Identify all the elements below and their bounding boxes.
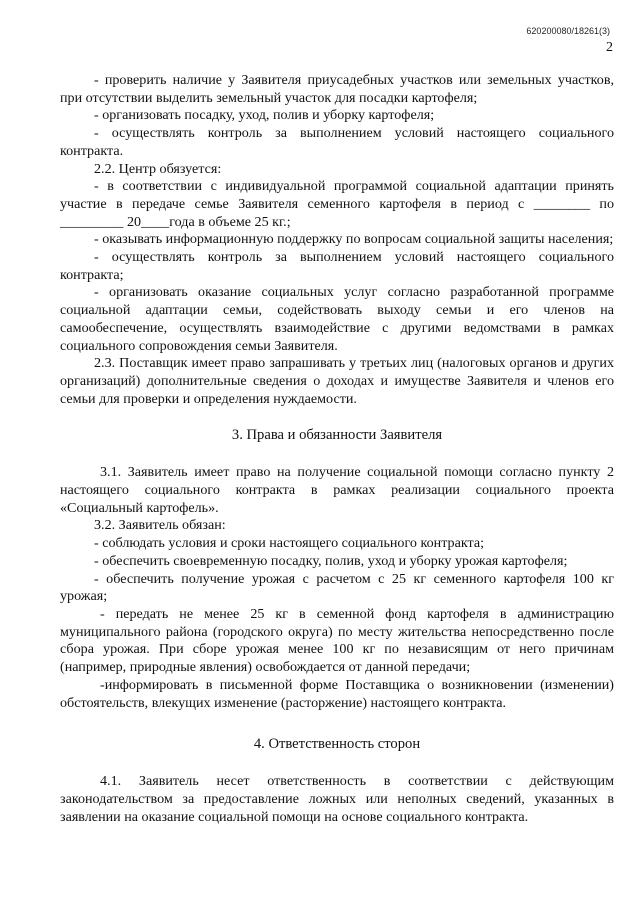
- paragraph: - проверить наличие у Заявителя приусадебных участков или земельных участков, при отсутствии выделить земельный участок для посадки картофеля;: [60, 72, 614, 106]
- paragraph: - организовать оказание социальных услуг согласно разработанной программе социальной адаптации семьи, содействовать выходу семьи и его членов на самообеспечение, осуществлять взаимодействие с другими ведомствами в рамках социального сопровождения семьи Заявителя.: [60, 284, 614, 354]
- paragraph: 3.1. Заявитель имеет право на получение социальной помощи согласно пункту 2 настоящего социального контракта в рамках реализации социального проекта «Социальный картофель».: [60, 464, 614, 516]
- paragraph: - оказывать информационную поддержку по вопросам социальной защиты населения;: [94, 231, 614, 248]
- document-body: [60, 72, 614, 826]
- clause-heading: 3.2. Заявитель обязан:: [94, 517, 226, 534]
- section-title: 4. Ответственность сторон: [253, 736, 421, 753]
- paragraph: - организовать посадку, уход, полив и уборку картофеля;: [94, 107, 435, 124]
- document-id: 620200080/18261(3): [526, 26, 610, 36]
- section-title: 3. Права и обязанности Заявителя: [231, 427, 443, 444]
- paragraph: - осуществлять контроль за выполнением условий настоящего социального контракта;: [60, 249, 614, 283]
- clause-heading: 2.2. Центр обязуется:: [94, 160, 222, 177]
- paragraph: 2.3. Поставщик имеет право запрашивать у третьих лиц (налоговых органов и других организаций) дополнительные сведения о доходах и имуществе Заявителя и членов его семьи для проверки и определения нуждаемости.: [60, 355, 614, 407]
- paragraph: 4.1. Заявитель несет ответственность в соответствии с действующим законодательством за предоставление ложных или неполных сведений, указанных в заявлении на оказание социальной помощи на основе социального контракта.: [60, 773, 614, 825]
- paragraph: - обеспечить своевременную посадку, полив, уход и уборку урожая картофеля;: [94, 552, 568, 569]
- paragraph: -информировать в письменной форме Поставщика о возникновении (изменении) обстоятельств, влекущих изменение (расторжение) настоящего контракта.: [60, 676, 614, 711]
- paragraph: - передать не менее 25 кг в семенной фонд картофеля в администрацию муниципального района (городского округа) по месту жительства непосредственно после сбора урожая. При сборе урожая менее 100 кг по независящим от него причинам (например, природные явления) освобождается от данной передачи;: [60, 605, 614, 676]
- paragraph: - обеспечить получение урожая с расчетом с 25 кг семенного картофеля 100 кг урожая;: [60, 570, 614, 605]
- paragraph: - осуществлять контроль за выполнением условий настоящего социального контракта.: [60, 125, 614, 159]
- paragraph: - в соответствии с индивидуальной программой социальной адаптации принять участие в передаче семье Заявителя семенного картофеля в период с ________ по _________ 20____года в объеме 25 кг.;: [60, 178, 614, 230]
- paragraph: - соблюдать условия и сроки настоящего социального контракта;: [94, 535, 484, 552]
- page-number: 2: [606, 40, 613, 55]
